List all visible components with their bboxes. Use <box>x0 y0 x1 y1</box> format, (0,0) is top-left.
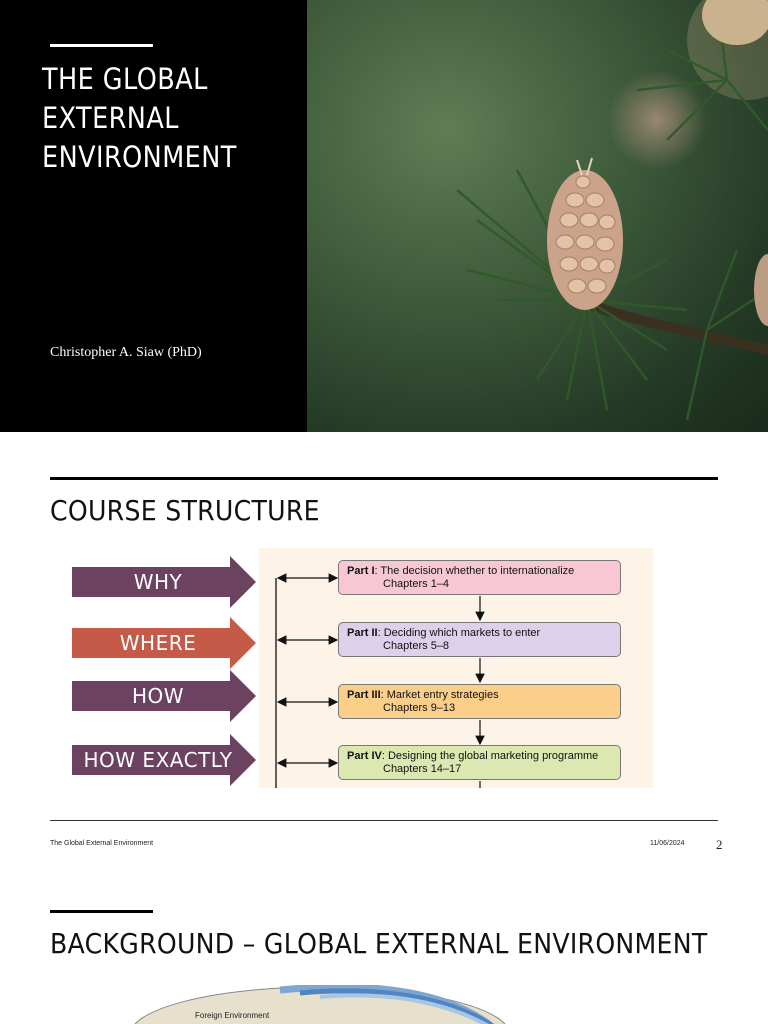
part-chapters: Chapters 9–13 <box>383 702 456 714</box>
footer-date: 11/06/2024 <box>650 840 685 847</box>
title-accent-rule <box>50 910 153 913</box>
part-label: Part III <box>347 689 381 701</box>
part-label: Part I <box>347 565 375 577</box>
title-slide <box>0 0 768 432</box>
footer-title: The Global External Environment <box>50 840 154 847</box>
part-text: : Market entry strategies <box>380 689 499 701</box>
slide-title: BACKGROUND – GLOBAL EXTERNAL ENVIRONMENT <box>50 927 708 960</box>
title-accent-rule <box>50 477 718 480</box>
background-slide <box>0 865 768 1024</box>
page-number: 2 <box>716 837 723 852</box>
part-4-box <box>338 745 621 780</box>
part-chapters: Chapters 5–8 <box>383 640 450 652</box>
title-line: THE GLOBAL <box>42 62 208 96</box>
title-line: EXTERNAL <box>42 101 179 135</box>
part-text: : Deciding which markets to enter <box>377 627 541 639</box>
part-3-box <box>338 684 621 719</box>
part-1-box <box>338 560 621 595</box>
environment-diagram <box>0 985 768 1024</box>
part-text: : The decision whether to internationalize <box>374 565 575 577</box>
part-chapters: Chapters 14–17 <box>383 763 462 775</box>
part-chapters: Chapters 1–4 <box>383 578 450 590</box>
course-flow-diagram <box>259 548 653 788</box>
part-text: : Designing the global marketing programme <box>381 750 599 762</box>
title-accent-rule <box>50 44 153 47</box>
arrow-label: WHY <box>133 570 183 594</box>
footer-divider <box>50 820 718 821</box>
arrow-label: HOW EXACTLY <box>83 748 233 772</box>
pine-cone-photo <box>307 0 768 432</box>
part-2-box <box>338 622 621 657</box>
diagram-label: Foreign Environment <box>195 1011 270 1020</box>
slide-title <box>42 60 262 177</box>
arrow-label: HOW <box>131 684 185 708</box>
author-name: Christopher A. Siaw (PhD) <box>50 345 202 360</box>
arrow-label: WHERE <box>119 631 197 655</box>
slide-title: COURSE STRUCTURE <box>50 494 320 527</box>
title-line: ENVIRONMENT <box>42 140 237 174</box>
pine-branch-illustration <box>307 0 768 432</box>
part-label: Part IV <box>347 750 382 762</box>
course-structure-slide <box>0 432 768 865</box>
part-label: Part II <box>347 627 378 639</box>
